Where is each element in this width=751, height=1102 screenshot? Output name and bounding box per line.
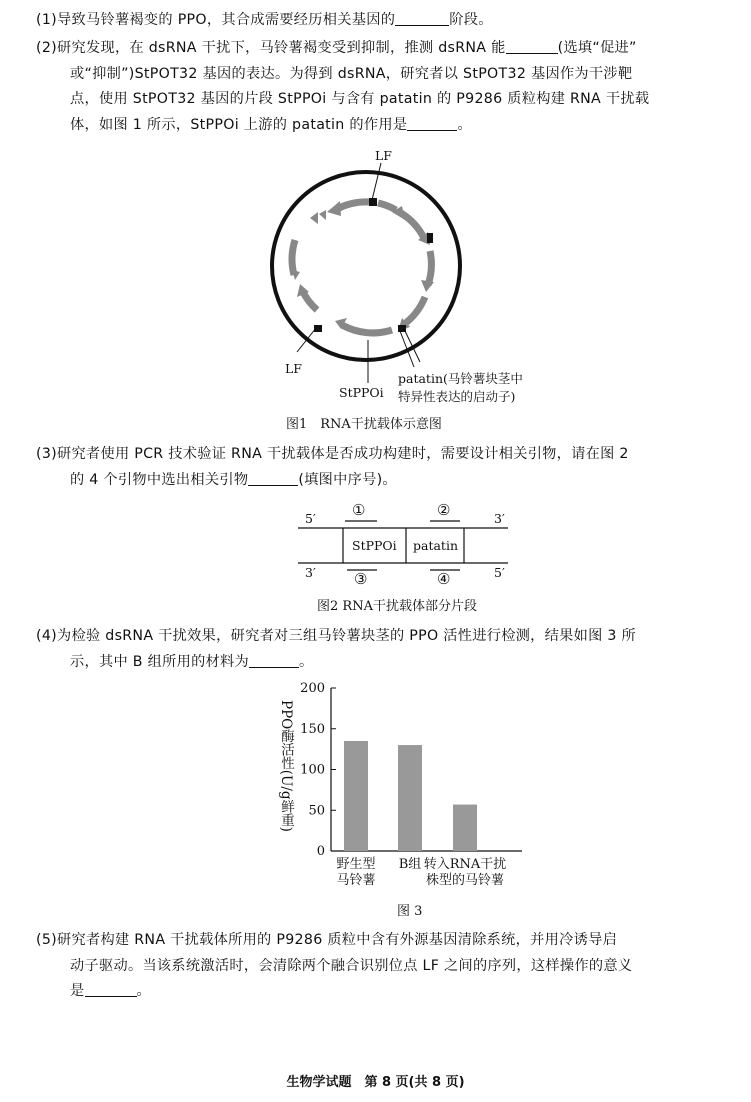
q5-answer-blank[interactable] — [85, 981, 137, 997]
q2-line3: 点，使用 StPOT32 基因的片段 StPPOi 与含有 patatin 的 P9286 质粒构建 RNA 干扰载 — [70, 91, 650, 107]
marker-right — [427, 233, 433, 243]
q1-text: (1)导致马铃薯褐变的 PPO，其合成需要经历相关基因的 — [36, 12, 396, 28]
plasmid-outer-ring — [272, 172, 460, 360]
lf-top-leader — [372, 163, 381, 200]
fig2-3prime-bottom: 3′ — [305, 565, 316, 580]
question-1 — [36, 8, 726, 34]
q4-line1: (4)为检验 dsRNA 干扰效果，研究者对三组马铃薯块茎的 PPO 活性进行检测，结果如图 3 所 — [36, 628, 637, 644]
patatin-leader-1 — [400, 331, 414, 367]
question-4 — [36, 624, 726, 675]
q4-line2-end: 。 — [299, 653, 314, 670]
chart-x-tick-label: 马铃薯 — [336, 873, 376, 888]
question-3 — [36, 442, 726, 493]
arrowhead-6 — [335, 318, 347, 329]
fig3-caption: 图 3 — [397, 904, 423, 919]
lf-left-leader — [297, 328, 316, 352]
arc-segment-8 — [292, 240, 295, 275]
chart-y-tick-label: 200 — [300, 681, 325, 696]
arc-segment-1 — [337, 202, 369, 209]
q3-line2-end: (填图中序号)。 — [298, 471, 397, 488]
chart-x-tick-label: 野生型 — [336, 857, 376, 872]
chart-bar — [398, 745, 422, 851]
fig1-patatin-label-2: 特异性表达的启动子) — [398, 389, 516, 404]
fig2-5prime-bottom: 5′ — [494, 565, 505, 580]
small-arrow-1 — [310, 212, 318, 224]
arrowhead-1 — [327, 201, 341, 216]
marker-bottom — [398, 325, 406, 332]
fig1-lf-left-label: LF — [285, 361, 302, 376]
fig2-5prime-top: 5′ — [305, 511, 316, 526]
fig2-primer-1: ① — [352, 501, 366, 519]
arc-segment-6 — [342, 325, 392, 333]
fig2-caption: 图2 RNA干扰载体部分片段 — [317, 599, 477, 614]
q4-answer-blank[interactable] — [249, 652, 299, 668]
page-footer: 生物学试题 第 8 页(共 8 页) — [286, 1075, 465, 1090]
q5-line1: (5)研究者构建 RNA 干扰载体所用的 P9286 质粒中含有外源基因清除系统，并用冷诱导启 — [36, 932, 618, 948]
lf-site-top — [369, 198, 377, 206]
arrowhead-5 — [398, 318, 410, 331]
fig1-caption: 图1 RNA干扰载体示意图 — [286, 417, 442, 432]
q3-line2: 的 4 个引物中选出相关引物 — [70, 471, 249, 488]
fig1-lf-top-label: LF — [375, 148, 392, 163]
arc-segment-5 — [403, 297, 425, 325]
arrowhead-4 — [421, 280, 434, 292]
fig2-3prime-top: 3′ — [494, 511, 505, 526]
arc-segment-7 — [302, 290, 317, 310]
chart-x-tick-label: 株型的马铃薯 — [425, 873, 505, 888]
q4-line2: 示，其中 B 组所用的材料为 — [70, 653, 250, 670]
q1-text-end: 阶段。 — [449, 12, 493, 28]
q3-answer-blank[interactable] — [248, 470, 298, 486]
question-5 — [36, 928, 726, 1005]
fig2-primer-4: ④ — [437, 570, 451, 588]
fig2-box-patatin: patatin — [413, 538, 459, 553]
chart-y-tick-label: 150 — [300, 721, 325, 737]
fig2-box-stppoi: StPPOi — [352, 538, 397, 553]
q1-answer-blank[interactable] — [395, 10, 449, 26]
patatin-leader-2 — [405, 331, 420, 362]
chart-x-tick-label: B组 — [398, 857, 422, 872]
chart-y-axis-label: PPO酶活性(U/g鲜重) — [278, 700, 294, 832]
q3-line1: (3)研究者使用 PCR 技术验证 RNA 干扰载体是否成功构建时，需要设计相关引物，请在图 2 — [36, 446, 629, 462]
q5-line3-end: 。 — [136, 983, 151, 999]
chart-y-tick-label: 0 — [316, 844, 325, 859]
chart-bar — [344, 741, 368, 851]
q2-answer-blank-1[interactable] — [506, 38, 558, 54]
small-arrow-2 — [319, 210, 326, 220]
chart-bar — [453, 805, 477, 851]
q2-answer-blank-2[interactable] — [407, 115, 457, 131]
q2-line1-end: (选填“促进” — [557, 40, 637, 56]
lf-site-bottom — [314, 325, 322, 332]
q2-line2: 或“抑制”)StPOT32 基因的表达。为得到 dsRNA，研究者以 StPOT32 基因作为干涉靶 — [70, 65, 633, 82]
fig1-stppoi-label: StPPOi — [339, 385, 384, 400]
fig2-primer-2: ② — [437, 501, 451, 519]
chart-y-tick-label: 50 — [308, 803, 325, 819]
q5-line2: 动子驱动。当该系统激活时，会清除两个融合识别位点 LF 之间的序列，这样操作的意义 — [70, 957, 633, 974]
fig2-primer-3: ③ — [354, 570, 368, 588]
arrowhead-3 — [418, 232, 430, 245]
arrowhead-2 — [392, 206, 405, 220]
arc-segment-2 — [378, 203, 396, 210]
q2-line4: 体，如图 1 所示，StPPOi 上游的 patatin 的作用是 — [70, 116, 408, 133]
q2-line4-end: 。 — [457, 116, 472, 133]
chart-y-tick-label: 100 — [300, 762, 325, 778]
q2-line1: (2)研究发现，在 dsRNA 干扰下，马铃薯褐变受到抑制，推测 dsRNA 能 — [36, 40, 506, 56]
arc-segment-3 — [401, 213, 424, 238]
fig1-patatin-label-1: patatin(马铃薯块茎中 — [398, 371, 523, 386]
arc-segment-4 — [428, 251, 431, 285]
chart-x-tick-label: 转入RNA干扰 — [423, 857, 507, 872]
arrowhead-7 — [297, 284, 309, 297]
arrowhead-8 — [292, 270, 300, 280]
question-2 — [36, 36, 726, 138]
q5-line3: 是 — [70, 983, 85, 999]
